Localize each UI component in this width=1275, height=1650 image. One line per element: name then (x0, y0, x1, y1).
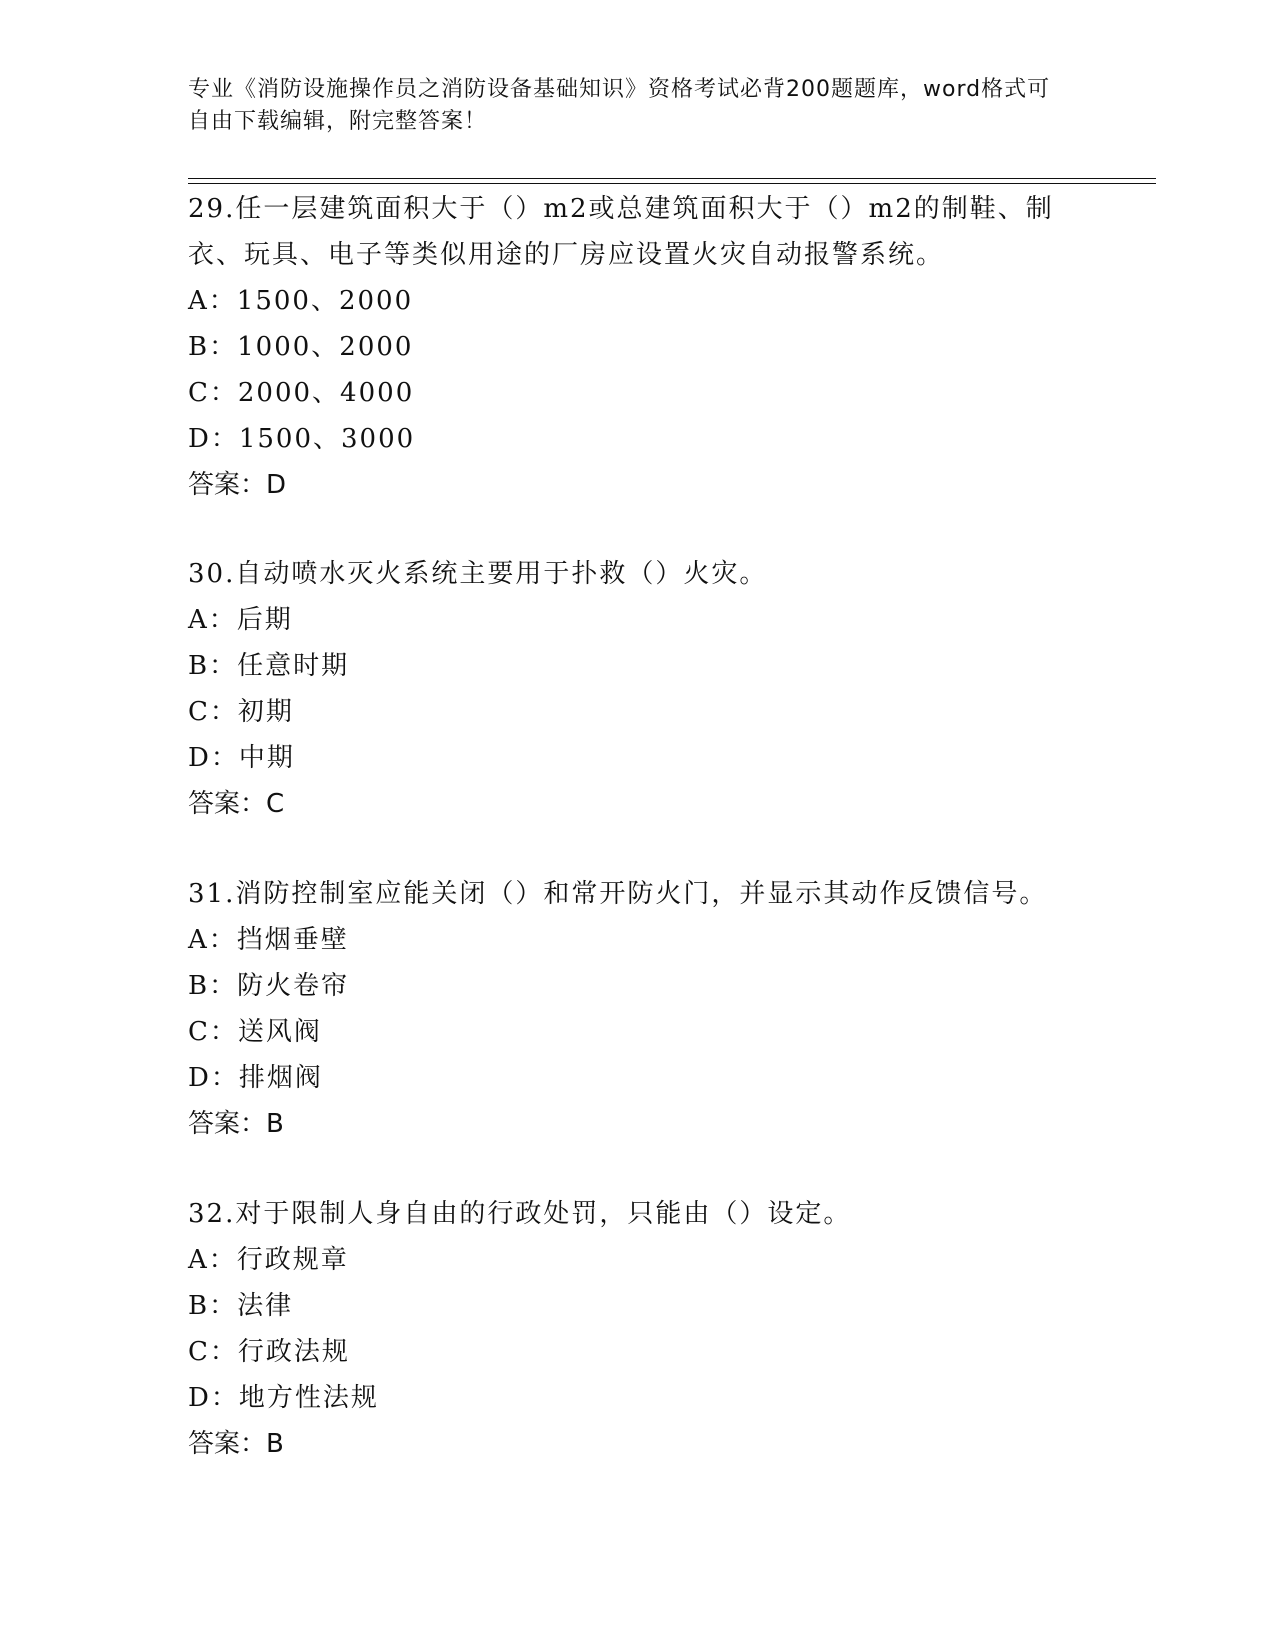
answer: 答案：C (188, 789, 285, 819)
question-stem: 29.任一层建筑面积大于（）m2或总建筑面积大于（）m2的制鞋、制衣、玩具、电子等类似用途的厂房应设置火灾自动报警系统。 (188, 194, 1054, 270)
option-a: A：后期 (188, 605, 293, 635)
question-stem: 32.对于限制人身自由的行政处罚，只能由（）设定。 (188, 1199, 852, 1229)
answer: 答案：B (188, 1429, 284, 1459)
question-29 (188, 186, 1088, 508)
option-c: C：初期 (188, 697, 294, 727)
option-c: C：行政法规 (188, 1337, 350, 1367)
header-rule-top (188, 178, 1156, 179)
option-c: C：2000、4000 (188, 378, 415, 408)
option-d: D：地方性法规 (188, 1383, 379, 1413)
answer: 答案：B (188, 1109, 284, 1139)
question-31 (188, 871, 1088, 1147)
option-a: A：挡烟垂壁 (188, 925, 349, 955)
option-d: D：中期 (188, 743, 295, 773)
question-stem: 31.消防控制室应能关闭（）和常开防火门，并显示其动作反馈信号。 (188, 879, 1048, 909)
answer: 答案：D (188, 470, 287, 500)
question-32 (188, 1191, 1088, 1467)
question-stem: 30.自动喷水灭火系统主要用于扑救（）火灾。 (188, 559, 768, 589)
document-header: 专业《消防设施操作员之消防设备基础知识》资格考试必背200题题库，word格式可自由下载编辑，附完整答案！ (188, 77, 1051, 134)
option-b: B：任意时期 (188, 651, 350, 681)
option-d: D：排烟阀 (188, 1063, 323, 1093)
option-a: A：1500、2000 (188, 286, 414, 316)
option-c: C：送风阀 (188, 1017, 322, 1047)
option-b: B：法律 (188, 1291, 294, 1321)
option-b: B：1000、2000 (188, 332, 414, 362)
option-a: A：行政规章 (188, 1245, 349, 1275)
option-b: B：防火卷帘 (188, 971, 350, 1001)
header-rule-bottom (188, 183, 1156, 184)
option-d: D：1500、3000 (188, 424, 416, 454)
question-30 (188, 551, 1088, 827)
